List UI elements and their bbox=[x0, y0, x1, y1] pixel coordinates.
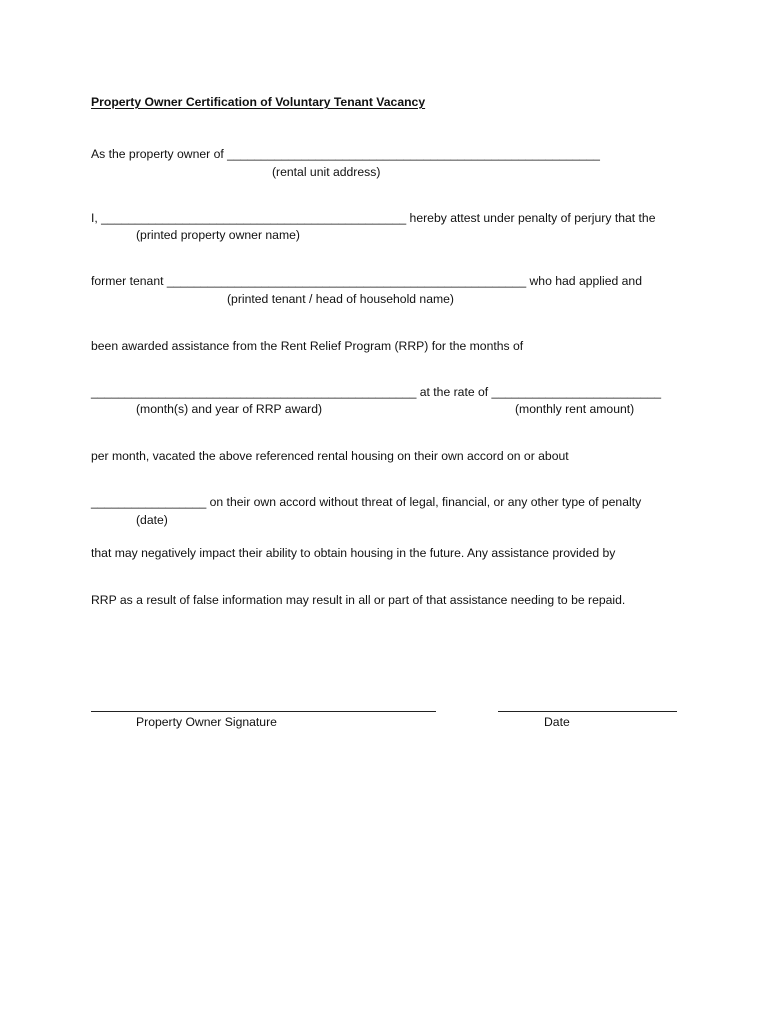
owner-of-line: As the property owner of _______________________________________________________ bbox=[91, 147, 600, 161]
tenant-name-caption: (printed tenant / head of household name) bbox=[227, 292, 454, 306]
owner-signature-line bbox=[91, 711, 436, 712]
months-caption: (month(s) and year of RRP award) bbox=[136, 402, 323, 416]
rent-amount-caption: (monthly rent amount) bbox=[515, 402, 635, 416]
negative-impact-line: that may negatively impact their ability to obtain housing in the future. Any assistance provided by bbox=[91, 546, 616, 560]
owner-name-caption: (printed property owner name) bbox=[136, 228, 300, 242]
date-label: Date bbox=[544, 715, 570, 729]
per-month-line: per month, vacated the above referenced rental housing on their own accord on or about bbox=[91, 449, 569, 463]
attest-line: I, _____________________________________________ hereby attest under penalty of perjury that the bbox=[91, 211, 656, 225]
months-rate-line: ________________________________________________ at the rate of _________________________ bbox=[91, 385, 662, 399]
former-tenant-line: former tenant _____________________________________________________ who had applied and bbox=[91, 274, 642, 288]
date-line: _________________ on their own accord without threat of legal, financial, or any other type of penalty bbox=[91, 495, 642, 509]
rental-unit-address-caption: (rental unit address) bbox=[272, 165, 381, 179]
awarded-line: been awarded assistance from the Rent Relief Program (RRP) for the months of bbox=[91, 339, 524, 353]
owner-signature-label: Property Owner Signature bbox=[136, 715, 277, 729]
false-info-line: RRP as a result of false information may result in all or part of that assistance needing to be repaid. bbox=[91, 593, 626, 607]
date-signature-line bbox=[498, 711, 677, 712]
date-caption: (date) bbox=[136, 513, 168, 527]
document-title: Property Owner Certification of Voluntary Tenant Vacancy bbox=[91, 95, 426, 109]
